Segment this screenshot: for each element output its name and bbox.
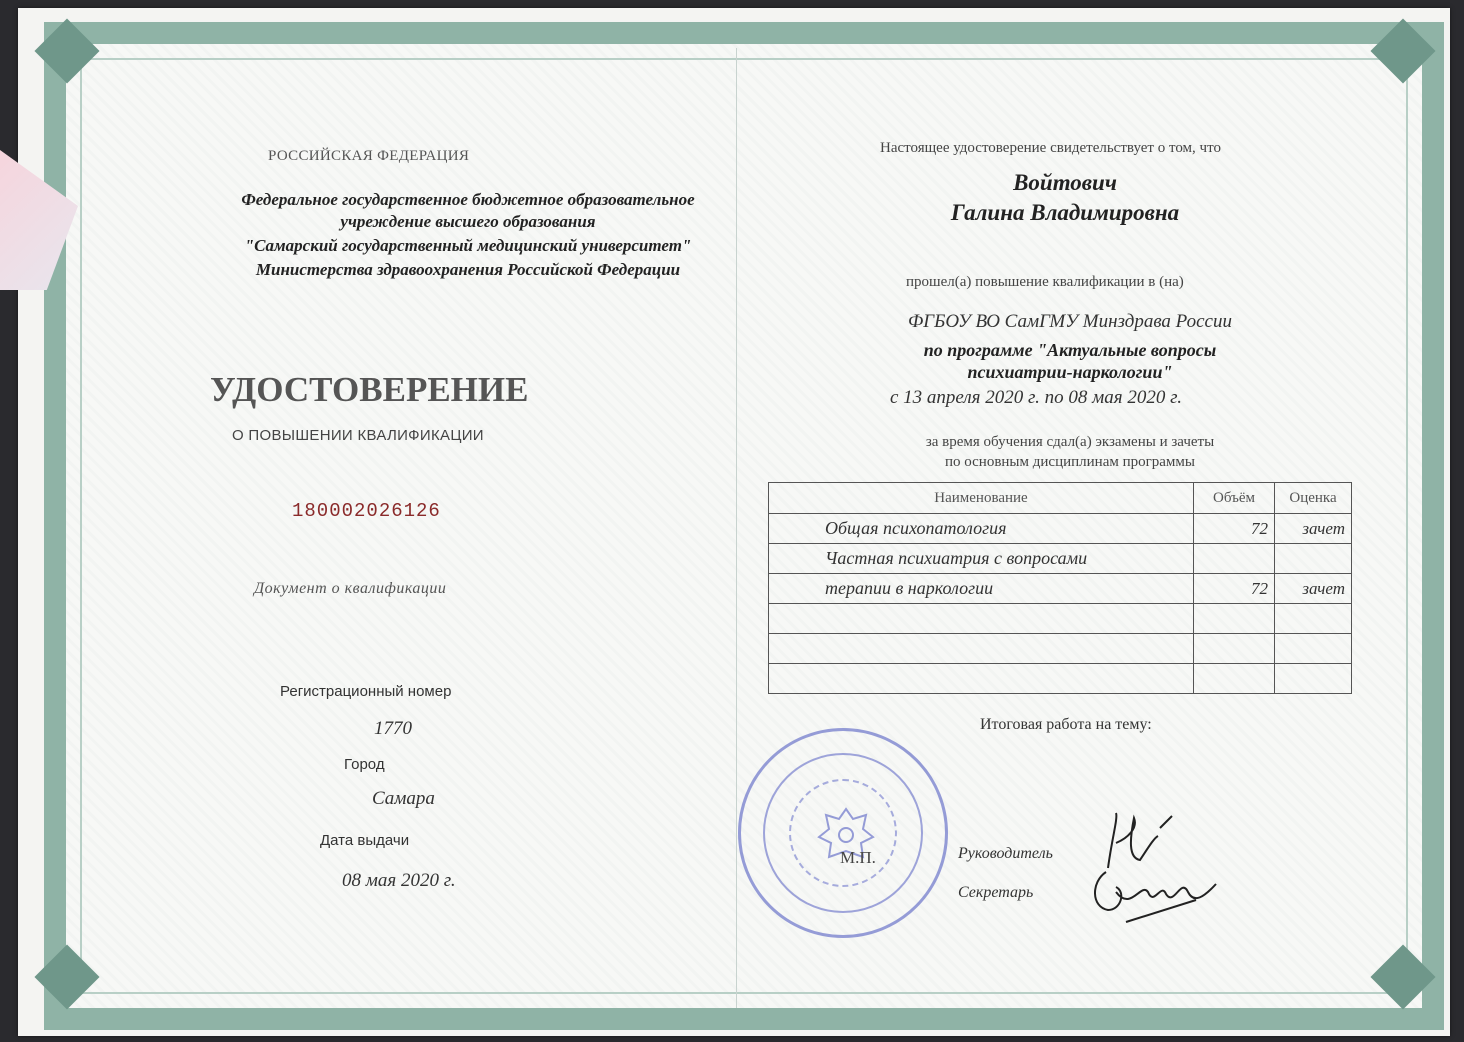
exams-line-1: за время обучения сдал(а) экзамены и зачеты xyxy=(925,434,1215,450)
registration-number-label: Регистрационный номер xyxy=(280,683,452,700)
city-label: Город xyxy=(344,756,385,773)
discipline-volume xyxy=(1194,604,1275,634)
org-line-3: "Самарский государственный медицинский университет" xyxy=(244,236,692,255)
discipline-name xyxy=(769,634,1194,664)
official-seal xyxy=(738,728,948,938)
recipient-given-names: Галина Владимировна xyxy=(950,200,1180,225)
seal-placeholder-label: М.П. xyxy=(840,848,876,867)
passed-text: прошел(а) повышение квалификации в (на) xyxy=(906,274,1184,290)
discipline-grade xyxy=(1275,664,1352,694)
country-label: РОССИЙСКАЯ ФЕДЕРАЦИЯ xyxy=(268,148,470,164)
discipline-grade xyxy=(1275,544,1352,574)
program-period: с 13 апреля 2020 г. по 08 мая 2020 г. xyxy=(890,387,1183,408)
issue-date-value: 08 мая 2020 г. xyxy=(342,870,456,891)
issue-date-label: Дата выдачи xyxy=(320,832,410,849)
registration-number-value: 1770 xyxy=(374,718,412,739)
program-line-2: психиатрии-наркологии" xyxy=(967,362,1173,382)
table-row xyxy=(769,544,1352,574)
disciplines-table xyxy=(768,482,1352,694)
table-row xyxy=(769,634,1352,664)
table-row xyxy=(769,514,1352,544)
discipline-volume: 72 xyxy=(1194,514,1275,544)
header-grade: Оценка xyxy=(1275,483,1352,514)
discipline-name: терапии в наркологии xyxy=(769,574,1194,604)
discipline-name: Частная психиатрия с вопросами xyxy=(769,544,1194,574)
final-work-label: Итоговая работа на тему: xyxy=(980,716,1152,733)
discipline-name xyxy=(769,664,1194,694)
city-value: Самара xyxy=(372,788,435,809)
org-line-2: учреждение высшего образования xyxy=(340,212,596,231)
discipline-volume xyxy=(1194,664,1275,694)
header-name: Наименование xyxy=(769,483,1194,514)
discipline-grade: зачет xyxy=(1275,574,1352,604)
org-line-4: Министерства здравоохранения Российской Федерации xyxy=(255,260,681,279)
document-subtitle: О ПОВЫШЕНИИ КВАЛИФИКАЦИИ xyxy=(232,427,484,444)
org-line-1: Федеральное государственное бюджетное образовательное xyxy=(241,190,695,209)
program-line-1: по программе "Актуальные вопросы xyxy=(923,340,1217,360)
table-row xyxy=(769,574,1352,604)
intro-text: Настоящее удостоверение свидетельствует о том, что xyxy=(880,140,1221,156)
discipline-grade xyxy=(1275,604,1352,634)
discipline-volume: 72 xyxy=(1194,574,1275,604)
secretary-label: Секретарь xyxy=(958,884,1034,901)
secretary-signature xyxy=(1086,852,1226,932)
table-header-row xyxy=(769,483,1352,514)
institution-name: ФГБОУ ВО СамГМУ Минздрава России xyxy=(908,311,1232,332)
head-label: Руководитель xyxy=(958,845,1053,862)
header-volume: Объём xyxy=(1194,483,1275,514)
discipline-volume xyxy=(1194,544,1275,574)
discipline-grade: зачет xyxy=(1275,514,1352,544)
table-row xyxy=(769,664,1352,694)
document-kind: Документ о квалификации xyxy=(254,580,447,597)
recipient-surname: Войтович xyxy=(1013,170,1117,195)
discipline-grade xyxy=(1275,634,1352,664)
exams-line-2: по основным дисциплинам программы xyxy=(944,454,1195,470)
table-row xyxy=(769,604,1352,634)
discipline-name: Общая психопатология xyxy=(769,514,1194,544)
serial-number: 180002026126 xyxy=(292,500,441,522)
discipline-volume xyxy=(1194,634,1275,664)
document-title: УДОСТОВЕРЕНИЕ xyxy=(210,370,529,409)
discipline-name xyxy=(769,604,1194,634)
